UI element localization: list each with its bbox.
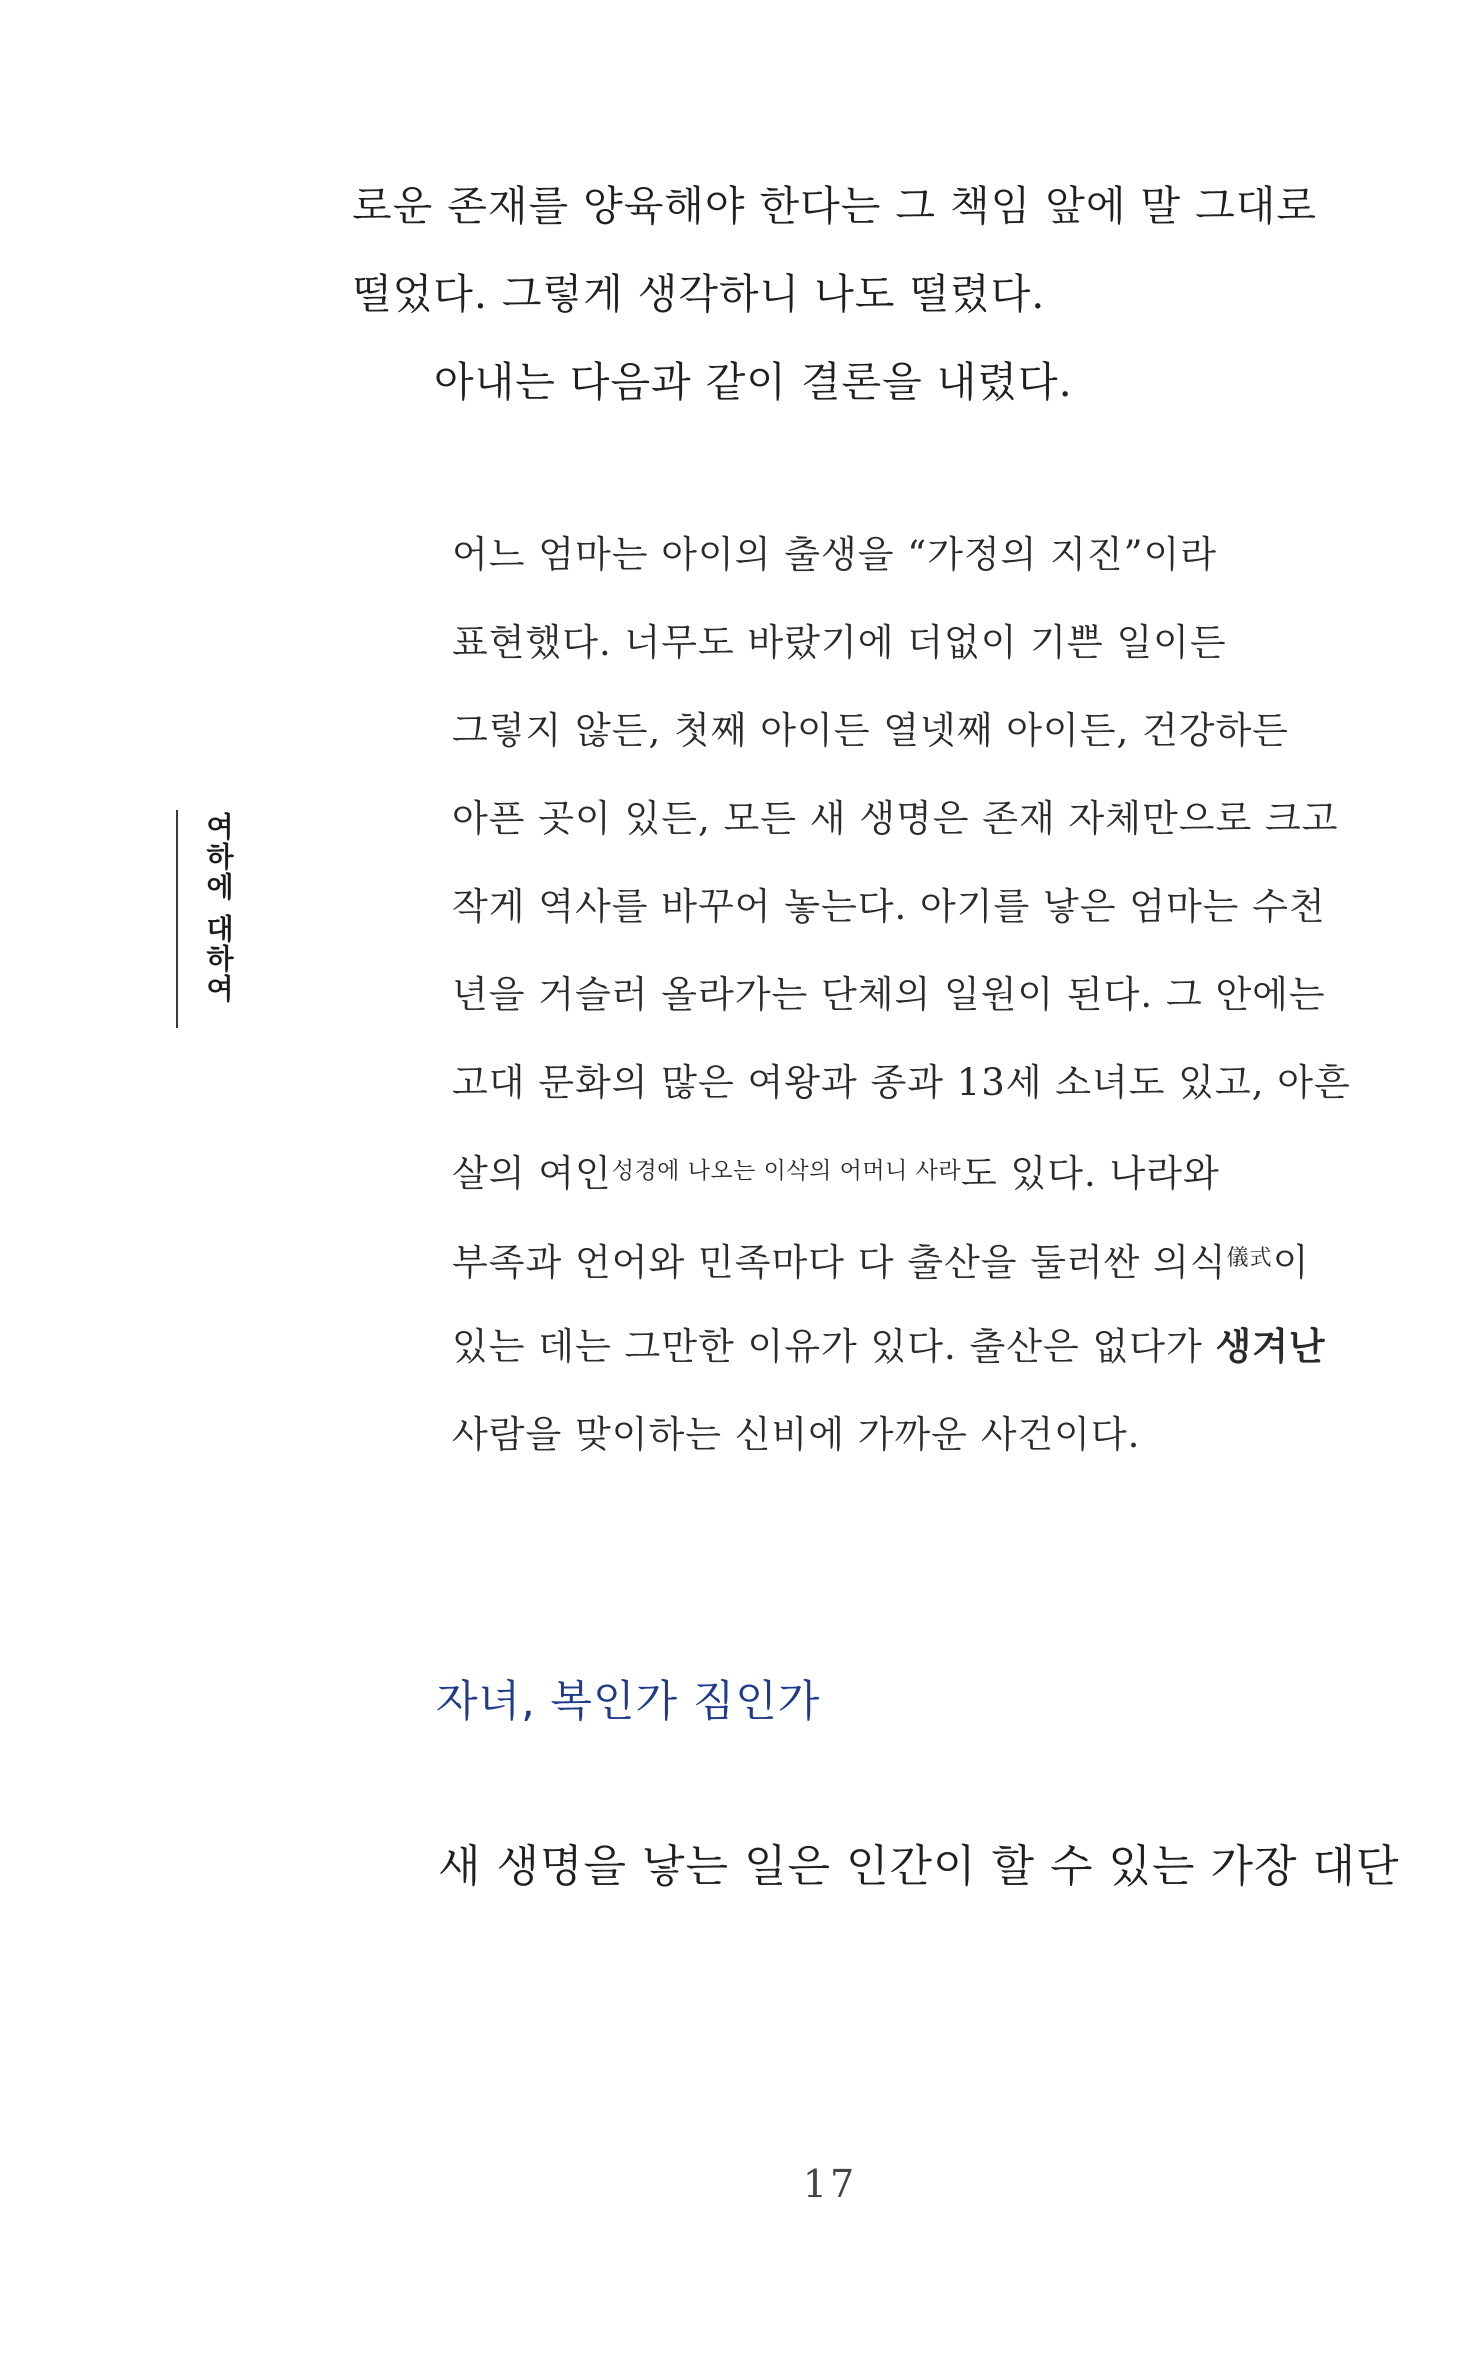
- side-label-rule: [176, 810, 178, 1028]
- quote-line-7: 고대 문화의 많은 여왕과 종과 13세 소녀도 있고, 아흔: [452, 1061, 1351, 1104]
- quote-line-5: 작게 역사를 바꾸어 놓는다. 아기를 낳은 엄마는 수천: [452, 885, 1326, 928]
- section-heading: 자녀, 복인가 짐인가: [436, 1677, 821, 1727]
- quote-line-4: 아픈 곳이 있든, 모든 새 생명은 존재 자체만으로 크고: [452, 797, 1339, 840]
- quote-line-8: [452, 1146, 1220, 1199]
- quote-line-9-start: 부족과 언어와 민족마다 다 출산을 둘러싼 의식: [452, 1241, 1227, 1284]
- emphasized-word: 생겨난: [1215, 1325, 1326, 1368]
- body-text-line: 새 생명을 낳는 일은 인간이 할 수 있는 가장 대단: [438, 1841, 1400, 1892]
- intro-line-2: 떨었다. 그렇게 생각하니 나도 떨렸다.: [352, 270, 1046, 318]
- hanja-annotation: 儀式: [1226, 1246, 1273, 1271]
- quote-line-9-end: 이: [1272, 1241, 1310, 1284]
- quote-line-10-start: 있는 데는 그만한 이유가 있다. 출산은 없다가: [452, 1325, 1216, 1368]
- quote-line-11: 사람을 맞이하는 신비에 가까운 사건이다.: [452, 1413, 1141, 1456]
- quote-line-8-end: 도 있다. 나라와: [961, 1152, 1220, 1195]
- quote-line-1: 어느 엄마는 아이의 출생을 “가정의 지진”이라: [452, 533, 1217, 576]
- page-number: 17: [802, 2162, 858, 2206]
- quote-line-2: 표현했다. 너무도 바랐기에 더없이 기쁜 일이든: [452, 621, 1227, 664]
- quote-line-9: [452, 1234, 1309, 1288]
- quote-line-8-start: 살의 여인: [452, 1152, 612, 1195]
- quote-line-10: [452, 1322, 1326, 1372]
- quote-line-3: 그렇지 않든, 첫째 아이든 열넷째 아이든, 건강하든: [452, 709, 1289, 752]
- running-header-vertical: 여하에 대하여: [202, 812, 235, 1004]
- inline-annotation: 성경에 나오는 이삭의 어머니 사라: [611, 1158, 962, 1184]
- quote-line-6: 년을 거슬러 올라가는 단체의 일원이 된다. 그 안에는: [452, 973, 1326, 1016]
- intro-line-3: 아내는 다음과 같이 결론을 내렸다.: [434, 358, 1073, 406]
- intro-line-1: 로운 존재를 양육해야 한다는 그 책임 앞에 말 그대로: [352, 182, 1317, 230]
